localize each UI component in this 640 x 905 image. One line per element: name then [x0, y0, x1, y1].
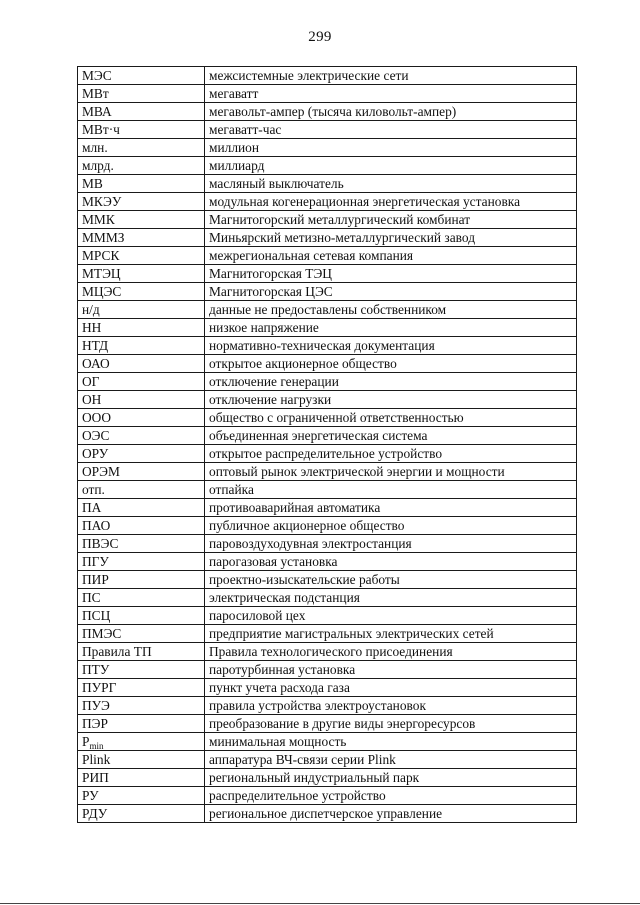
- abbreviation-term-text: ОРЭМ: [82, 464, 120, 479]
- abbreviation-term: [78, 499, 205, 517]
- abbreviation-term: [78, 121, 205, 139]
- table-row: [78, 337, 577, 355]
- table-row: [78, 427, 577, 445]
- abbreviation-definition: масляный выключатель: [205, 175, 577, 193]
- abbreviation-term: [78, 697, 205, 715]
- abbreviation-definition: электрическая подстанция: [205, 589, 577, 607]
- table-row: [78, 409, 577, 427]
- abbreviation-term: [78, 409, 205, 427]
- table-row: [78, 517, 577, 535]
- abbreviation-term: [78, 589, 205, 607]
- abbreviation-definition: открытое акционерное общество: [205, 355, 577, 373]
- abbreviation-term-text: ПСЦ: [82, 608, 111, 623]
- table-row: [78, 643, 577, 661]
- table-row: [78, 193, 577, 211]
- abbreviation-term: [78, 319, 205, 337]
- table-row: [78, 211, 577, 229]
- abbreviation-term: [78, 247, 205, 265]
- abbreviation-term: [78, 571, 205, 589]
- table-row: [78, 391, 577, 409]
- abbreviation-term-text: МВт·ч: [82, 122, 120, 137]
- abbreviation-term-text: P: [82, 734, 90, 749]
- abbreviation-term: [78, 337, 205, 355]
- abbreviation-term: [78, 103, 205, 121]
- table-row: [78, 661, 577, 679]
- abbreviation-definition: мегаватт-час: [205, 121, 577, 139]
- abbreviation-definition: миллион: [205, 139, 577, 157]
- abbreviation-term-text: МВ: [82, 176, 103, 191]
- abbreviation-term: [78, 679, 205, 697]
- abbreviation-definition: Магнитогорская ЦЭС: [205, 283, 577, 301]
- abbreviation-definition: мегаватт: [205, 85, 577, 103]
- table-row: [78, 463, 577, 481]
- page-number: 299: [308, 29, 332, 45]
- abbreviation-term-text: млрд.: [82, 158, 114, 173]
- abbreviation-term-text: МКЭУ: [82, 194, 122, 209]
- table-row: [78, 301, 577, 319]
- abbreviation-term: [78, 211, 205, 229]
- abbreviation-term-text: НТД: [82, 338, 109, 353]
- abbreviation-definition: Миньярский метизно-металлургический завод: [205, 229, 577, 247]
- table-row: [78, 139, 577, 157]
- table-row: [78, 733, 577, 751]
- abbreviation-definition: отключение нагрузки: [205, 391, 577, 409]
- abbreviation-definition: общество с ограниченной ответственностью: [205, 409, 577, 427]
- table-row: [78, 103, 577, 121]
- abbreviation-term-text: МММЗ: [82, 230, 125, 245]
- table-row: [78, 283, 577, 301]
- abbreviation-term-text: ОАО: [82, 356, 110, 371]
- abbreviation-term-text: Plink: [82, 752, 111, 767]
- table-row: [78, 805, 577, 823]
- abbreviation-definition: оптовый рынок электрической энергии и мощности: [205, 463, 577, 481]
- abbreviation-term: [78, 157, 205, 175]
- abbreviation-term-text: НН: [82, 320, 102, 335]
- table-row: [78, 607, 577, 625]
- table-row: [78, 67, 577, 85]
- table-row: [78, 373, 577, 391]
- table-row: [78, 571, 577, 589]
- abbreviation-term: [78, 625, 205, 643]
- abbreviation-term-text: ПУРГ: [82, 680, 117, 695]
- abbreviation-definition: публичное акционерное общество: [205, 517, 577, 535]
- abbreviation-definition: отпайка: [205, 481, 577, 499]
- abbreviation-term-text: ОРУ: [82, 446, 109, 461]
- abbreviation-term-text: ОН: [82, 392, 102, 407]
- table-row: [78, 319, 577, 337]
- abbreviation-term: [78, 175, 205, 193]
- abbreviation-term-text: ПВЭС: [82, 536, 119, 551]
- abbreviation-term: [78, 445, 205, 463]
- abbreviation-term-text: ПГУ: [82, 554, 109, 569]
- table-row: [78, 499, 577, 517]
- abbreviation-term: [78, 787, 205, 805]
- abbreviation-term: [78, 715, 205, 733]
- abbreviation-term-text: ПЭР: [82, 716, 108, 731]
- table-row: [78, 247, 577, 265]
- abbreviation-definition: миллиард: [205, 157, 577, 175]
- abbreviation-definition: нормативно-техническая документация: [205, 337, 577, 355]
- abbreviation-term: [78, 283, 205, 301]
- table-row: [78, 697, 577, 715]
- abbreviation-term-text: ОЭС: [82, 428, 110, 443]
- abbreviation-definition: пункт учета расхода газа: [205, 679, 577, 697]
- abbreviation-term: [78, 733, 205, 751]
- abbreviation-term: [78, 481, 205, 499]
- abbreviation-definition: Правила технологического присоединения: [205, 643, 577, 661]
- abbreviation-term: [78, 463, 205, 481]
- abbreviation-definition: Магнитогорский металлургический комбинат: [205, 211, 577, 229]
- table-row: [78, 355, 577, 373]
- table-row: [78, 553, 577, 571]
- abbreviation-definition: объединенная энергетическая система: [205, 427, 577, 445]
- table-row: [78, 229, 577, 247]
- table-row: [78, 589, 577, 607]
- abbreviation-definition: противоаварийная автоматика: [205, 499, 577, 517]
- abbreviations-table: [77, 66, 577, 823]
- abbreviation-term-text: н/д: [82, 302, 100, 317]
- abbreviation-term: [78, 517, 205, 535]
- abbreviation-term: [78, 553, 205, 571]
- table-row: [78, 625, 577, 643]
- abbreviation-definition: региональное диспетчерское управление: [205, 805, 577, 823]
- abbreviation-term: [78, 301, 205, 319]
- abbreviation-term-text: РИП: [82, 770, 109, 785]
- table-row: [78, 175, 577, 193]
- table-row: [78, 769, 577, 787]
- scan-bottom-edge: [0, 903, 640, 904]
- abbreviation-term-text: Правила ТП: [82, 644, 152, 659]
- table-row: [78, 445, 577, 463]
- abbreviation-definition: открытое распределительное устройство: [205, 445, 577, 463]
- abbreviation-term-text: млн.: [82, 140, 108, 155]
- abbreviation-term: [78, 229, 205, 247]
- abbreviation-term-text: ПТУ: [82, 662, 110, 677]
- abbreviation-term-text: РДУ: [82, 806, 108, 821]
- abbreviation-term-text: РУ: [82, 788, 99, 803]
- abbreviation-term-text: МВт: [82, 86, 109, 101]
- table-row: [78, 121, 577, 139]
- abbreviation-term: [78, 85, 205, 103]
- abbreviation-definition: Магнитогорская ТЭЦ: [205, 265, 577, 283]
- table-row: [78, 265, 577, 283]
- abbreviation-term-text: ПИР: [82, 572, 109, 587]
- abbreviation-term: [78, 427, 205, 445]
- table-row: [78, 85, 577, 103]
- abbreviation-term: [78, 643, 205, 661]
- abbreviation-term: [78, 139, 205, 157]
- abbreviation-definition: распределительное устройство: [205, 787, 577, 805]
- table-row: [78, 481, 577, 499]
- abbreviation-term-text: ПС: [82, 590, 101, 605]
- abbreviation-term-text: МВА: [82, 104, 112, 119]
- abbreviation-term-subscript: min: [89, 741, 104, 751]
- abbreviation-term: [78, 265, 205, 283]
- abbreviation-term: [78, 67, 205, 85]
- abbreviation-term: [78, 661, 205, 679]
- abbreviation-term-text: ПАО: [82, 518, 111, 533]
- abbreviation-definition: предприятие магистральных электрических сетей: [205, 625, 577, 643]
- abbreviation-definition: мегавольт-ампер (тысяча киловольт-ампер): [205, 103, 577, 121]
- abbreviation-definition: межсистемные электрические сети: [205, 67, 577, 85]
- abbreviation-term: [78, 769, 205, 787]
- table-row: [78, 715, 577, 733]
- abbreviation-term: [78, 751, 205, 769]
- abbreviation-definition: правила устройства электроустановок: [205, 697, 577, 715]
- abbreviation-term-text: отп.: [82, 482, 105, 497]
- abbreviation-definition: паротурбинная установка: [205, 661, 577, 679]
- abbreviation-definition: проектно-изыскательские работы: [205, 571, 577, 589]
- abbreviation-definition: региональный индустриальный парк: [205, 769, 577, 787]
- abbreviation-definition: паросиловой цех: [205, 607, 577, 625]
- abbreviations-table-body: [78, 67, 577, 823]
- abbreviation-term: [78, 373, 205, 391]
- abbreviation-term-text: ОГ: [82, 374, 100, 389]
- table-row: [78, 751, 577, 769]
- abbreviation-term-text: ООО: [82, 410, 112, 425]
- abbreviation-term-text: МЭС: [82, 68, 112, 83]
- abbreviation-definition: минимальная мощность: [205, 733, 577, 751]
- abbreviation-term: [78, 193, 205, 211]
- abbreviation-definition: данные не предоставлены собственником: [205, 301, 577, 319]
- table-row: [78, 787, 577, 805]
- abbreviation-term: [78, 391, 205, 409]
- abbreviation-definition: преобразование в другие виды энергоресурсов: [205, 715, 577, 733]
- table-row: [78, 679, 577, 697]
- abbreviation-definition: отключение генерации: [205, 373, 577, 391]
- abbreviation-term-text: МРСК: [82, 248, 120, 263]
- abbreviation-definition: модульная когенерационная энергетическая установка: [205, 193, 577, 211]
- table-row: [78, 535, 577, 553]
- abbreviation-term-text: ММК: [82, 212, 115, 227]
- abbreviation-definition: низкое напряжение: [205, 319, 577, 337]
- abbreviation-definition: паровоздуходувная электростанция: [205, 535, 577, 553]
- abbreviation-term-text: ПУЭ: [82, 698, 110, 713]
- abbreviation-definition: межрегиональная сетевая компания: [205, 247, 577, 265]
- abbreviation-term: [78, 607, 205, 625]
- abbreviation-term-text: МТЭЦ: [82, 266, 121, 281]
- abbreviation-term-text: ПМЭС: [82, 626, 122, 641]
- abbreviation-term: [78, 805, 205, 823]
- abbreviation-term: [78, 355, 205, 373]
- abbreviation-definition: аппаратура ВЧ-связи серии Plink: [205, 751, 577, 769]
- abbreviation-term-text: ПА: [82, 500, 102, 515]
- abbreviation-definition: парогазовая установка: [205, 553, 577, 571]
- abbreviation-term: [78, 535, 205, 553]
- table-row: [78, 157, 577, 175]
- abbreviation-term-text: МЦЭС: [82, 284, 122, 299]
